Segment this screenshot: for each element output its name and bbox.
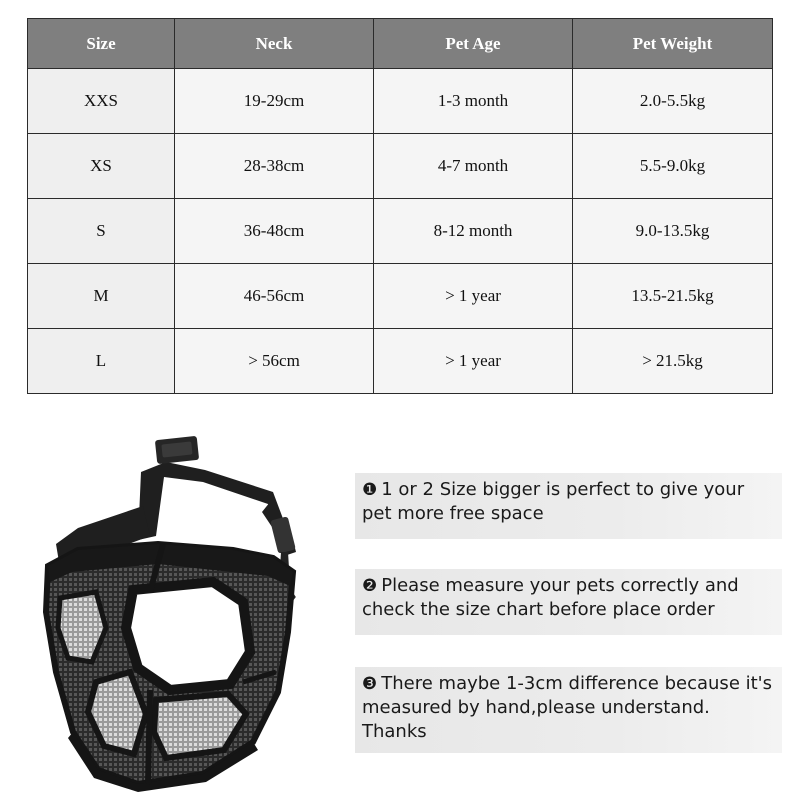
note-difference-advice: [355, 667, 782, 753]
table-row: [28, 329, 773, 394]
note-text: There maybe 1-3cm difference because it's measured by hand,please understand. Thanks: [362, 673, 772, 742]
cell-size: XXS: [28, 69, 175, 134]
cell-pet-age: > 1 year: [374, 329, 573, 394]
cell-pet-weight: 9.0-13.5kg: [573, 199, 773, 264]
cell-neck: 19-29cm: [175, 69, 374, 134]
dog-muzzle-icon: [38, 432, 313, 792]
table-row: [28, 199, 773, 264]
cell-pet-weight: 2.0-5.5kg: [573, 69, 773, 134]
number-two-icon: ❷: [362, 576, 378, 596]
table-row: [28, 69, 773, 134]
cell-pet-weight: > 21.5kg: [573, 329, 773, 394]
cell-pet-age: 8-12 month: [374, 199, 573, 264]
cell-neck: 46-56cm: [175, 264, 374, 329]
cell-pet-weight: 5.5-9.0kg: [573, 134, 773, 199]
note-measure-advice: [355, 569, 782, 635]
header-pet-age: Pet Age: [374, 19, 573, 69]
table-header-row: [28, 19, 773, 69]
number-one-icon: ❶: [362, 480, 378, 500]
header-size: Size: [28, 19, 175, 69]
cell-neck: 28-38cm: [175, 134, 374, 199]
cell-pet-age: 4-7 month: [374, 134, 573, 199]
cell-pet-age: > 1 year: [374, 264, 573, 329]
number-three-icon: ❸: [362, 674, 378, 694]
cell-pet-weight: 13.5-21.5kg: [573, 264, 773, 329]
cell-size: M: [28, 264, 175, 329]
note-text: 1 or 2 Size bigger is perfect to give your pet more free space: [362, 479, 745, 524]
table-row: [28, 134, 773, 199]
header-pet-weight: Pet Weight: [573, 19, 773, 69]
header-neck: Neck: [175, 19, 374, 69]
cell-neck: 36-48cm: [175, 199, 374, 264]
table-row: [28, 264, 773, 329]
cell-size: S: [28, 199, 175, 264]
cell-pet-age: 1-3 month: [374, 69, 573, 134]
cell-neck: > 56cm: [175, 329, 374, 394]
note-size-advice: [355, 473, 782, 539]
cell-size: L: [28, 329, 175, 394]
cell-size: XS: [28, 134, 175, 199]
note-text: Please measure your pets correctly and check the size chart before place order: [362, 575, 739, 620]
size-chart-table: [27, 18, 773, 394]
